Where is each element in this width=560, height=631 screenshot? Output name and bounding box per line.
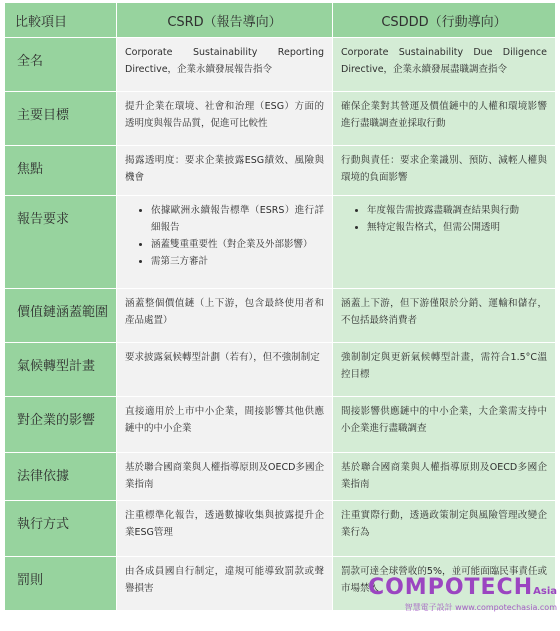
comparison-table [4, 2, 556, 611]
csddd-cell: 罰款可達全球營收的5%，並可能面臨民事責任或市場禁入 [333, 557, 556, 611]
watermark-brand: COMPOTECH [367, 575, 534, 600]
csrd-cell: Corporate Sustainability Reporting Directive，企業永續發展報告指令 [117, 38, 333, 92]
csrd-requirements-list [125, 202, 324, 270]
row-label: 主要目標 [5, 92, 117, 146]
header-item: 比較項目 [5, 3, 117, 38]
row-label: 報告要求 [5, 196, 117, 289]
list-item: • 無特定報告格式，但需公開透明 [367, 219, 547, 236]
csddd-cell: 基於聯合國商業與人權指導原則及OECD多國企業指南 [333, 453, 556, 501]
row-label: 價值鏈涵蓋範圍 [5, 289, 117, 343]
table-row [5, 38, 556, 92]
csddd-requirements-list [341, 202, 547, 236]
csddd-cell: 注重實際行動，透過政策制定與風險管理改變企業行為 [333, 501, 556, 557]
table-row [5, 501, 556, 557]
row-label: 執行方式 [5, 501, 117, 557]
list-item: • 涵蓋雙重重要性（對企業及外部影響） [151, 236, 324, 253]
csrd-cell: 提升企業在環境、社會和治理（ESG）方面的透明度與報告品質，促進可比較性 [117, 92, 333, 146]
row-label: 對企業的影響 [5, 397, 117, 453]
table-row [5, 289, 556, 343]
header-row [5, 3, 556, 38]
csrd-cell [117, 196, 333, 289]
row-label: 全名 [5, 38, 117, 92]
csrd-cell: 涵蓋整個價值鏈（上下游，包含最終使用者和產品處置） [117, 289, 333, 343]
csddd-cell [333, 196, 556, 289]
csrd-cell: 揭露透明度：要求企業披露ESG績效、風險與機會 [117, 146, 333, 196]
csrd-cell: 基於聯合國商業與人權指導原則及OECD多國企業指南 [117, 453, 333, 501]
row-label: 氣候轉型計畫 [5, 343, 117, 397]
csddd-cell: 間接影響供應鏈中的中小企業，大企業需支持中小企業進行盡職調查 [333, 397, 556, 453]
table-row [5, 453, 556, 501]
row-label: 罰則 [5, 557, 117, 611]
table-row [5, 196, 556, 289]
csddd-cell: Corporate Sustainability Due Diligence Directive，企業永續發展盡職調查指令 [333, 38, 556, 92]
csrd-cell: 由各成員國自行制定，違規可能導致罰款或聲譽損害 [117, 557, 333, 611]
csrd-cell: 直接適用於上市中小企業，間接影響其他供應鏈中的中小企業 [117, 397, 333, 453]
csrd-cell: 要求披露氣候轉型計劃（若有），但不強制制定 [117, 343, 333, 397]
list-item: • 依據歐洲永續報告標準（ESRS）進行詳細報告 [151, 202, 324, 236]
row-label: 焦點 [5, 146, 117, 196]
csrd-cell: 注重標準化報告，透過數據收集與披露提升企業ESG管理 [117, 501, 333, 557]
table-row [5, 343, 556, 397]
list-item: • 需第三方審計 [151, 253, 324, 270]
csddd-cell: 強制制定與更新氣候轉型計畫，需符合1.5°C溫控目標 [333, 343, 556, 397]
row-label: 法律依據 [5, 453, 117, 501]
header-csrd: CSRD（報告導向） [117, 3, 333, 38]
table-row [5, 397, 556, 453]
csddd-cell: 行動與責任：要求企業識別、預防、減輕人權與環境的負面影響 [333, 146, 556, 196]
csddd-cell: 確保企業對其營運及價值鏈中的人權和環境影響進行盡職調查並採取行動 [333, 92, 556, 146]
list-item: • 年度報告需披露盡職調查結果與行動 [367, 202, 547, 219]
table-row [5, 146, 556, 196]
watermark-tagline: 智慧電子設計 www.compotechasia.com [404, 603, 557, 612]
table-row [5, 92, 556, 146]
table-row [5, 557, 556, 611]
header-csddd: CSDDD（行動導向） [333, 3, 556, 38]
watermark-suffix: Asia [533, 586, 557, 597]
csddd-cell: 涵蓋上下游，但下游僅限於分銷、運輸和儲存，不包括最終消費者 [333, 289, 556, 343]
